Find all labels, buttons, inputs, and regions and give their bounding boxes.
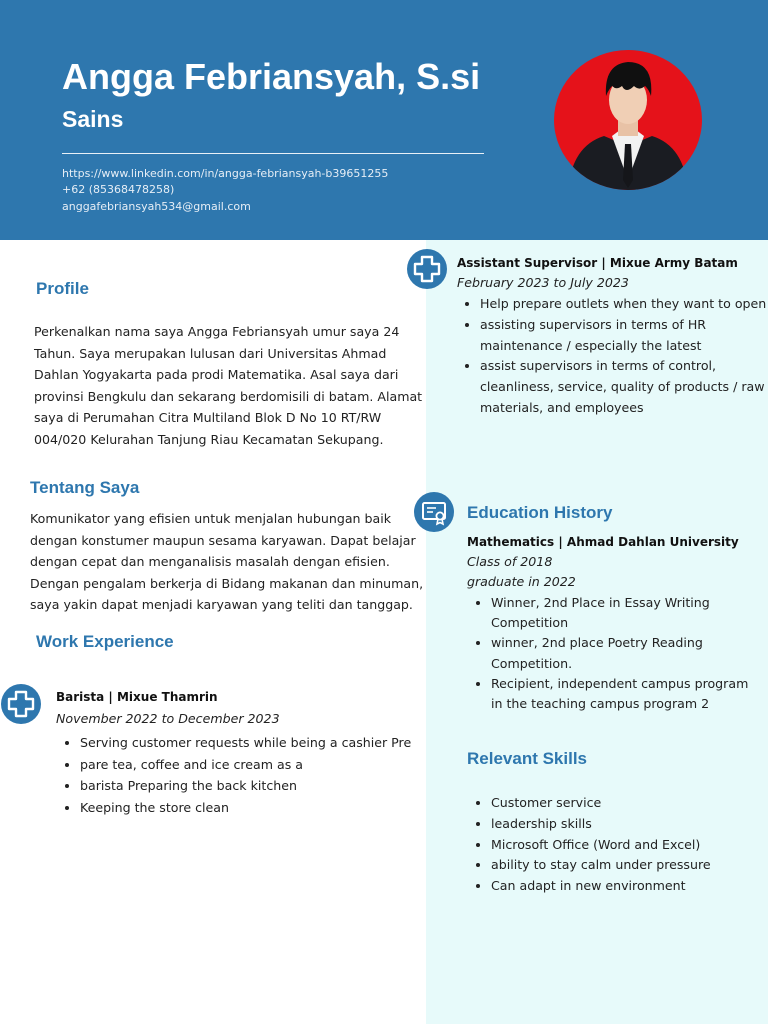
- list-item: Competition.: [491, 655, 573, 671]
- list-item: in the teaching campus program 2: [491, 696, 710, 712]
- profile-heading: Profile: [36, 279, 89, 298]
- candidate-name: Angga Febriansyah, S.si: [62, 56, 481, 97]
- profile-line: Dahlan Yogyakarta pada prodi Matematika. Asal saya dari: [34, 367, 399, 382]
- list-item: • Can adapt in new environment: [491, 876, 711, 897]
- job-date-assistant-supervisor: February 2023 to July 2023: [457, 275, 629, 290]
- list-item: • leadership skills: [491, 814, 711, 835]
- list-item: • assisting supervisors in terms of HR: [480, 315, 766, 336]
- person-photo-icon: [554, 50, 702, 190]
- job-title-assistant-supervisor: Assistant Supervisor | Mixue Army Batam: [457, 256, 738, 270]
- profile-text: [34, 321, 424, 450]
- header-divider: [62, 153, 484, 154]
- list-item: • winner, 2nd place Poetry Reading: [491, 633, 748, 653]
- medical-cross-icon: [407, 249, 447, 289]
- profile-line: Perkenalkan nama saya Angga Febriansyah umur saya 24: [34, 324, 400, 339]
- about-line: dengan konstumer maupun sesama karyawan. Dapat belajar: [30, 532, 416, 548]
- email-address[interactable]: anggafebriansyah534@gmail.com: [62, 200, 251, 213]
- about-line: Komunikator yang efisien untuk menjalan hubungan baik: [30, 511, 392, 526]
- list-item: • assist supervisors in terms of control,: [480, 356, 766, 377]
- about-text: [30, 508, 424, 616]
- list-item: materials, and employees: [480, 399, 644, 415]
- skills-list: [469, 793, 711, 897]
- list-item: Competition: [491, 615, 569, 631]
- work-experience-heading: Work Experience: [36, 632, 174, 651]
- list-item: • Help prepare outlets when they want to open: [480, 294, 766, 315]
- job-date-barista: November 2022 to December 2023: [56, 711, 280, 726]
- job-duties-assistant-supervisor: [458, 294, 766, 419]
- certificate-icon: [414, 492, 454, 532]
- list-item: maintenance / especially the latest: [480, 337, 702, 353]
- skills-heading: Relevant Skills: [467, 749, 588, 768]
- profile-photo: [554, 50, 702, 190]
- job-duties-barista: [58, 732, 411, 818]
- list-item: • Recipient, independent campus program: [491, 674, 748, 694]
- about-line: dengan cepat dan menganalisis masalah dengan efisien.: [30, 554, 390, 569]
- phone-number: +62 (85368478258): [62, 183, 175, 196]
- profile-line: provinsi Bengkulu dan sekarang berdomisili di batam. Alamat: [34, 388, 423, 404]
- education-class: Class of 2018: [467, 554, 553, 569]
- candidate-field: Sains: [62, 106, 124, 132]
- about-line: Dengan pengalam berkerja di Bidang makanan dan minuman,: [30, 575, 424, 591]
- list-item: cleanliness, service, quality of products / raw: [480, 379, 765, 395]
- about-heading: Tentang Saya: [30, 478, 140, 497]
- list-item: • Serving customer requests while being a cashier Pre: [80, 732, 411, 754]
- education-degree: Mathematics | Ahmad Dahlan University: [467, 535, 739, 549]
- list-item: • pare tea, coffee and ice cream as a: [80, 754, 411, 776]
- job-title-barista: Barista | Mixue Thamrin: [56, 690, 218, 704]
- list-item: • Winner, 2nd Place in Essay Writing: [491, 593, 748, 613]
- education-heading: Education History: [467, 503, 613, 522]
- profile-line: saya di Perumahan Citra Multiland Blok D No 10 RT/RW: [34, 410, 382, 425]
- list-item: • Customer service: [491, 793, 711, 814]
- education-achievements: [469, 593, 748, 714]
- about-line: saya yakin dapat menjadi karyawan yang teliti dan tanggap.: [30, 597, 413, 612]
- profile-line: Tahun. Saya merupakan lulusan dari Universitas Ahmad: [34, 345, 387, 361]
- profile-line: 004/020 Kelurahan Tanjung Riau Kecamatan Sekupang.: [34, 431, 384, 447]
- list-item: • barista Preparing the back kitchen: [80, 775, 411, 797]
- list-item: • Keeping the store clean: [80, 797, 411, 819]
- medical-cross-icon: [1, 684, 41, 724]
- education-graduate: graduate in 2022: [467, 574, 576, 589]
- list-item: • Microsoft Office (Word and Excel): [491, 835, 711, 856]
- list-item: • ability to stay calm under pressure: [491, 855, 711, 876]
- linkedin-link[interactable]: https://www.linkedin.com/in/angga-febriansyah-b39651255: [62, 167, 389, 180]
